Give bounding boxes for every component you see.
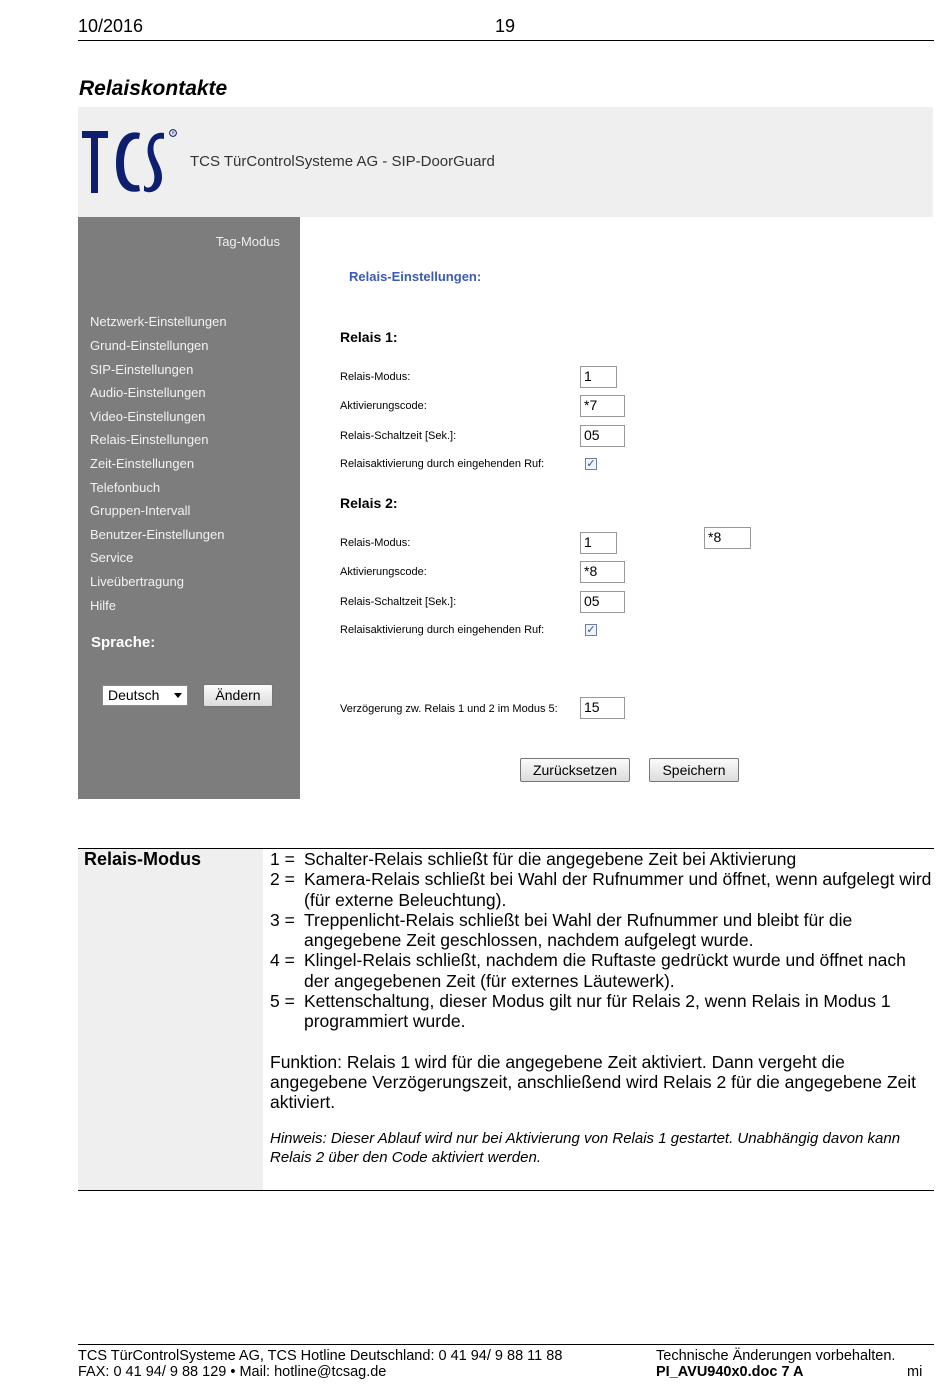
- footer-initials: mi: [907, 1364, 923, 1380]
- check-icon: ✓: [586, 458, 596, 470]
- footer-disclaimer: Technische Änderungen vorbehalten.: [656, 1348, 896, 1364]
- mode-indicator: Tag-Modus: [215, 234, 280, 249]
- nav-item-audio[interactable]: Audio-Einstellungen: [90, 385, 206, 400]
- relais1-time-label: Relais-Schaltzeit [Sek.]:: [340, 430, 457, 442]
- nav-item-video[interactable]: Video-Einstellungen: [90, 409, 206, 424]
- relais2-title: Relais 2:: [340, 495, 398, 511]
- relais1-call-checkbox[interactable]: [585, 458, 597, 470]
- header-rule: [78, 40, 934, 41]
- table-key-cell: [78, 849, 263, 1190]
- relais2-code-input[interactable]: *8: [580, 561, 625, 583]
- relais1-mode-input[interactable]: 1: [580, 366, 617, 388]
- list-item: 5 = Kettenschaltung, dieser Modus gilt nur für Relais 2, wenn Relais in Modus 1 programmiert wurde.: [270, 991, 891, 1032]
- nav-item-service[interactable]: Service: [90, 550, 134, 565]
- footer-document-id: PI_AVU940x0.doc 7 A: [656, 1364, 804, 1380]
- hint-paragraph: Hinweis: Dieser Ablauf wird nur bei Aktivierung von Relais 1 gestartet. Unabhängig davon kann Relais 2 über den Code aktiviert werden.: [270, 1129, 901, 1166]
- change-language-button[interactable]: Ändern: [203, 684, 273, 707]
- relais1-title: Relais 1:: [340, 329, 398, 345]
- relais2-code-label: Aktivierungscode:: [340, 566, 427, 578]
- table-key: Relais-Modus: [84, 849, 202, 869]
- relais2-time-label: Relais-Schaltzeit [Sek.]:: [340, 596, 457, 608]
- save-button[interactable]: Speichern: [649, 758, 739, 782]
- reset-button[interactable]: Zurücksetzen: [520, 758, 630, 782]
- relais2-mode-label: Relais-Modus:: [340, 537, 411, 549]
- table-bottom-rule: [78, 1190, 934, 1191]
- footer-contact: TCS TürControlSysteme AG, TCS Hotline Deutschland: 0 41 94/ 9 88 11 88: [78, 1348, 563, 1364]
- chevron-down-icon: [174, 693, 182, 698]
- relais2-extra-input[interactable]: *8: [704, 527, 751, 549]
- app-header: [78, 107, 933, 217]
- nav-item-grund[interactable]: Grund-Einstellungen: [90, 338, 209, 353]
- header-date: 10/2016: [78, 16, 144, 36]
- language-label: Sprache:: [91, 634, 156, 651]
- relais2-time-input[interactable]: 05: [580, 591, 625, 613]
- footer-rule: [78, 1344, 934, 1345]
- ui-screenshot: [78, 107, 933, 799]
- nav-item-zeit[interactable]: Zeit-Einstellungen: [90, 456, 195, 471]
- relais2-mode-input[interactable]: 1: [580, 532, 617, 554]
- relais1-code-label: Aktivierungscode:: [340, 400, 427, 412]
- section-title: Relaiskontakte: [79, 77, 228, 100]
- nav-item-sip[interactable]: SIP-Einstellungen: [90, 362, 194, 377]
- svg-text:R: R: [171, 130, 175, 136]
- footer-fax-mail: FAX: 0 41 94/ 9 88 129 • Mail: hotline@tcsag.de: [78, 1364, 387, 1380]
- relais1-code-input[interactable]: *7: [580, 395, 625, 417]
- check-icon: ✓: [586, 624, 596, 636]
- relais2-call-label: Relaisaktivierung durch eingehenden Ruf:: [340, 624, 545, 636]
- language-value: Deutsch: [108, 687, 160, 703]
- relais1-time-input[interactable]: 05: [580, 425, 625, 447]
- nav-item-hilfe[interactable]: Hilfe: [90, 598, 117, 613]
- nav-item-gruppen[interactable]: Gruppen-Intervall: [90, 503, 191, 518]
- list-item: 3 = Treppenlicht-Relais schließt bei Wahl der Rufnummer und bleibt für die angegebene Zeit geschlossen, nachdem aufgelegt wurde.: [270, 909, 853, 951]
- relais1-mode-label: Relais-Modus:: [340, 371, 411, 383]
- table-description: [270, 849, 932, 1167]
- nav-item-relais[interactable]: Relais-Einstellungen: [90, 432, 209, 447]
- relais1-call-label: Relaisaktivierung durch eingehenden Ruf:: [340, 458, 545, 470]
- list-item: 4 = Klingel-Relais schließt, nachdem die Ruftaste gedrückt wurde und öffnet nach der angegebenen Zeit (für externes Läutewerk).: [270, 950, 906, 991]
- nav-item-benutzer[interactable]: Benutzer-Einstellungen: [90, 527, 225, 542]
- nav-item-netzwerk[interactable]: Netzwerk-Einstellungen: [90, 314, 227, 329]
- list-item: 2 = Kamera-Relais schließt bei Wahl der Rufnummer und öffnet, wenn aufgelegt wird (für externe Beleuchtung).: [270, 869, 932, 910]
- delay-label: Verzögerung zw. Relais 1 und 2 im Modus 5:: [340, 703, 558, 715]
- nav-item-live[interactable]: Liveübertragung: [90, 574, 184, 589]
- content-heading: Relais-Einstellungen:: [349, 269, 482, 284]
- page-number: 19: [495, 16, 516, 36]
- app-title: TCS TürControlSysteme AG - SIP-DoorGuard: [190, 153, 495, 170]
- tcs-logo: [82, 125, 178, 197]
- function-paragraph: Funktion: Relais 1 wird für die angegebene Zeit aktiviert. Dann vergeht die angegebene Verzögerungszeit, anschließend wird Relais 2 für die angegebene Zeit aktiviert.: [270, 1051, 916, 1113]
- delay-input[interactable]: 15: [580, 697, 625, 719]
- language-select[interactable]: [102, 685, 188, 706]
- relais2-call-checkbox[interactable]: [585, 624, 597, 636]
- list-item: 1 = Schalter-Relais schließt für die angegebene Zeit bei Aktivierung: [270, 849, 797, 869]
- nav-item-telefonbuch[interactable]: Telefonbuch: [90, 480, 161, 495]
